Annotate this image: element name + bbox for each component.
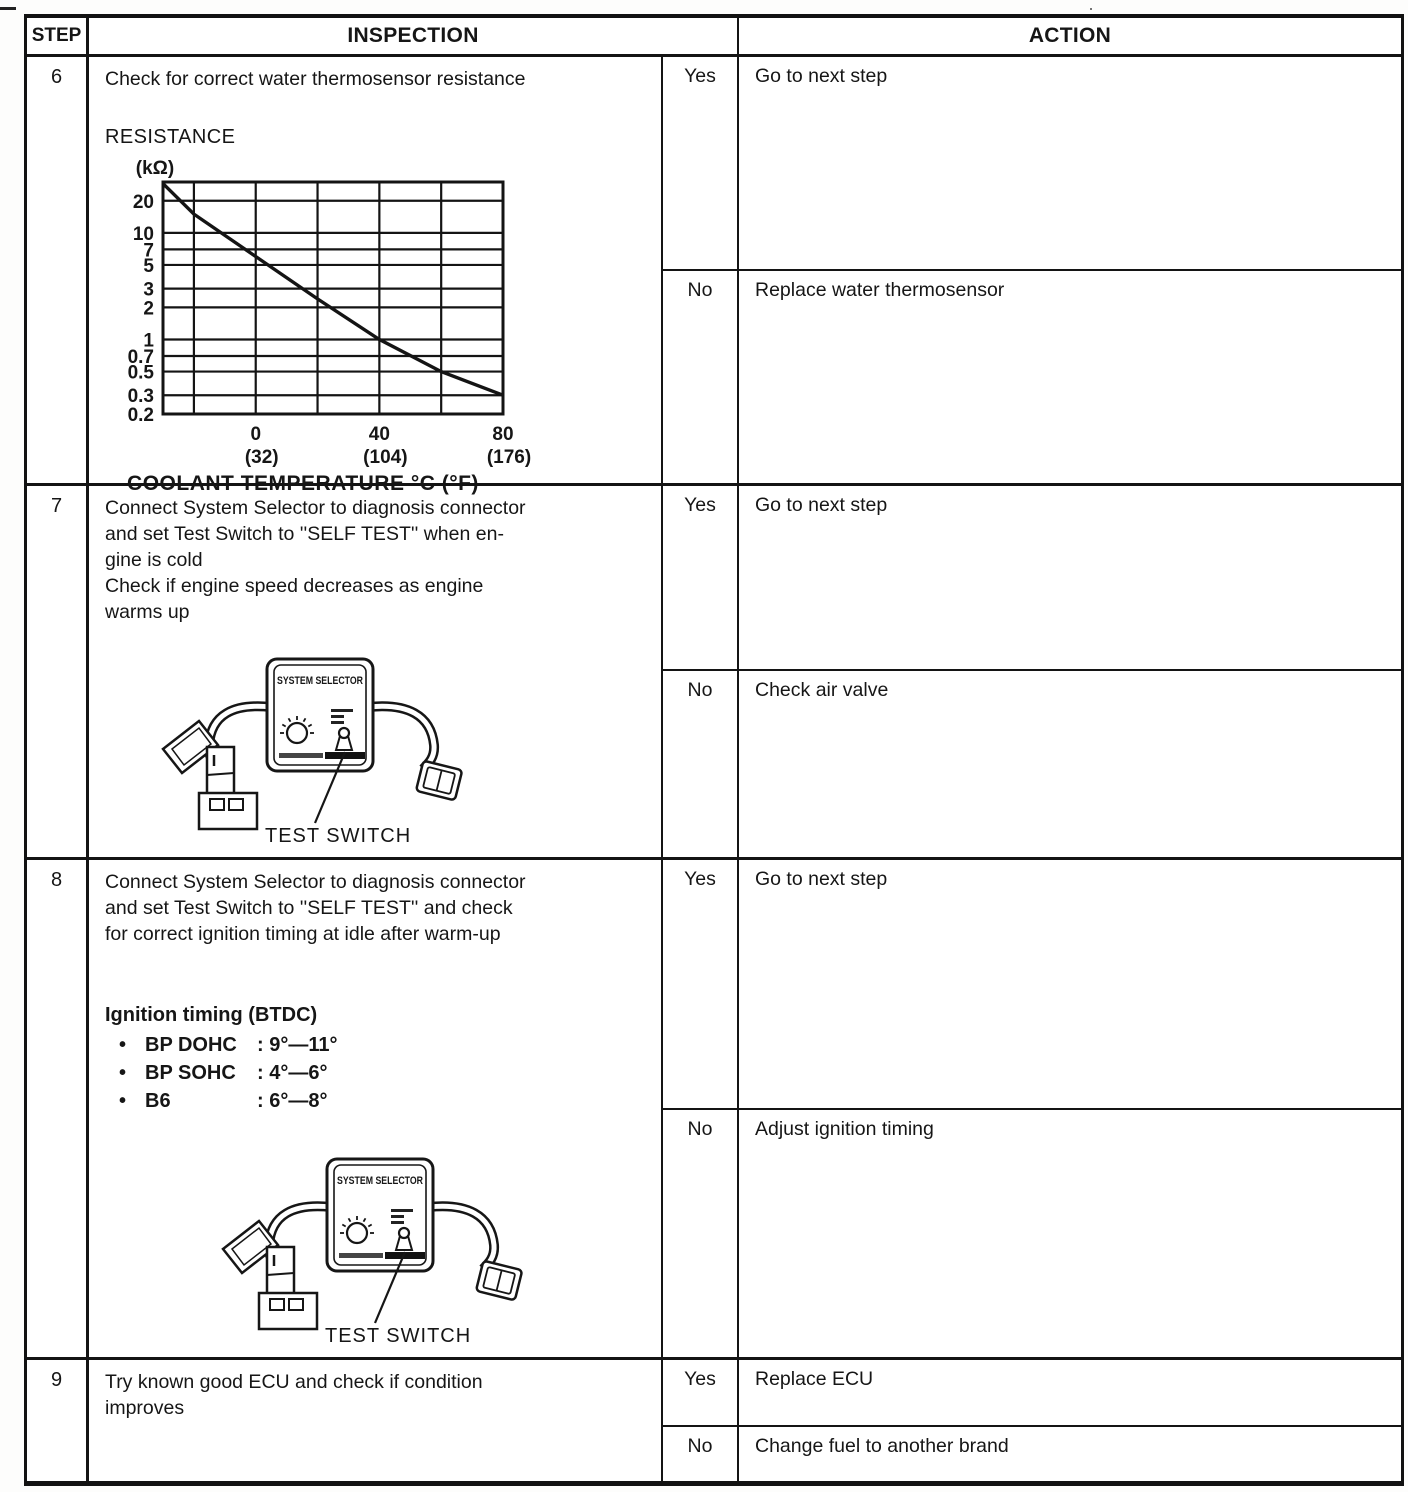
inspection-text: for correct ignition timing at idle after warm-up — [105, 923, 501, 945]
svg-text:0.5: 0.5 — [127, 362, 154, 384]
resistance-chart — [93, 152, 649, 501]
svg-text:1: 1 — [143, 330, 154, 352]
action-no-step6: Replace water thermosensor — [739, 269, 1401, 483]
action-no-step7: Check air valve — [739, 669, 1401, 857]
action-no-step9: Change fuel to another brand — [739, 1425, 1401, 1481]
spec-name: BP SOHC — [145, 1062, 236, 1084]
svg-text:2: 2 — [143, 298, 154, 320]
system-selector-illustration — [215, 1153, 535, 1353]
inspection-text: Check for correct water thermosensor resistance — [105, 68, 526, 90]
inspection-cell-step7 — [89, 483, 663, 857]
svg-text:80: 80 — [492, 424, 514, 445]
harness-connector — [416, 761, 462, 801]
svg-text:COOLANT TEMPERATURE °C (°F): COOLANT TEMPERATURE °C (°F) — [127, 472, 479, 495]
spec-value: : 6°—8° — [257, 1090, 328, 1112]
system-selector-figure — [155, 653, 649, 860]
resistance-vs-temperature-chart — [93, 152, 653, 494]
svg-text:3: 3 — [143, 279, 154, 301]
yes-label: Yes — [663, 1357, 739, 1425]
device-label: SYSTEM SELECTOR — [277, 675, 364, 687]
svg-text:0.7: 0.7 — [127, 346, 154, 368]
bullet: • — [119, 1062, 127, 1084]
scan-artifact — [0, 7, 16, 10]
bullet: • — [119, 1090, 127, 1112]
svg-text:(104): (104) — [363, 447, 408, 468]
inspection-text: gine is cold — [105, 549, 203, 571]
diagnosis-connector-body — [207, 747, 234, 795]
action-no-step8: Adjust ignition timing — [739, 1108, 1401, 1357]
svg-text:20: 20 — [132, 191, 154, 213]
inspection-text: and set Test Switch to ''SELF TEST'' and check — [105, 897, 513, 919]
inspection-text: Try known good ECU and check if condition — [105, 1371, 483, 1393]
svg-text:10: 10 — [132, 223, 154, 245]
yes-label: Yes — [663, 483, 739, 669]
spec-item — [119, 1059, 649, 1087]
action-yes-step9: Replace ECU — [739, 1357, 1401, 1425]
svg-text:40: 40 — [368, 424, 390, 445]
test-switch-callout: TEST SWITCH — [325, 1325, 472, 1347]
no-label: No — [663, 669, 739, 857]
inspection-text: Connect System Selector to diagnosis connector — [105, 497, 526, 519]
svg-text:0: 0 — [250, 424, 262, 445]
spec-value: : 4°—6° — [257, 1062, 328, 1084]
svg-text:(kΩ): (kΩ) — [135, 158, 175, 179]
selector-dial — [287, 723, 307, 743]
spec-name: B6 — [145, 1090, 171, 1112]
spec-name: BP DOHC — [145, 1034, 237, 1056]
inspection-cell-step6 — [89, 54, 663, 495]
spec-value: : 9°—11° — [257, 1034, 338, 1056]
diagnosis-connector-body — [267, 1247, 294, 1295]
yes-label: Yes — [663, 54, 739, 269]
no-label: No — [663, 1425, 739, 1481]
svg-text:7: 7 — [143, 240, 154, 262]
inspection-text: Connect System Selector to diagnosis connector — [105, 871, 526, 893]
harness-connector — [476, 1261, 522, 1301]
no-label: No — [663, 1108, 739, 1357]
inspection-cell-step9 — [89, 1357, 663, 1481]
svg-text:(176): (176) — [486, 447, 532, 468]
action-yes-step7: Go to next step — [739, 483, 1401, 669]
scan-speck — [1090, 8, 1092, 10]
svg-text:5: 5 — [143, 255, 154, 277]
system-selector-illustration — [155, 653, 475, 853]
step-number: 8 — [27, 857, 89, 1357]
bullet: • — [119, 1034, 127, 1056]
yes-label: Yes — [663, 857, 739, 1108]
svg-text:(32): (32) — [244, 447, 279, 468]
inspection-cell-step8 — [89, 857, 663, 1357]
svg-text:0.2: 0.2 — [127, 405, 154, 426]
system-selector-figure — [215, 1153, 649, 1360]
ignition-timing-spec — [105, 1001, 649, 1115]
spec-item — [119, 1031, 649, 1059]
spec-item — [119, 1087, 649, 1115]
inspection-text: improves — [105, 1397, 185, 1419]
troubleshooting-table — [24, 14, 1404, 1486]
column-header-inspection: INSPECTION — [89, 18, 739, 54]
inspection-text: Check if engine speed decreases as engine — [105, 575, 484, 597]
spec-title: Ignition timing (BTDC) — [105, 1004, 318, 1026]
selector-dial — [347, 1223, 367, 1243]
step-number: 6 — [27, 54, 89, 483]
action-yes-step8: Go to next step — [739, 857, 1401, 1108]
no-label: No — [663, 269, 739, 483]
device-label: SYSTEM SELECTOR — [337, 1175, 424, 1187]
step-number: 9 — [27, 1357, 89, 1481]
action-yes-step6: Go to next step — [739, 54, 1401, 269]
inspection-text: warms up — [105, 601, 190, 623]
column-header-step: STEP — [27, 18, 89, 54]
chart-y-axis-title: RESISTANCE — [105, 126, 236, 148]
inspection-text: and set Test Switch to ''SELF TEST'' when en- — [105, 523, 504, 545]
step-number: 7 — [27, 483, 89, 857]
svg-text:0.3: 0.3 — [127, 386, 154, 408]
test-switch-callout: TEST SWITCH — [265, 825, 412, 847]
column-header-action: ACTION — [1028, 24, 1112, 47]
